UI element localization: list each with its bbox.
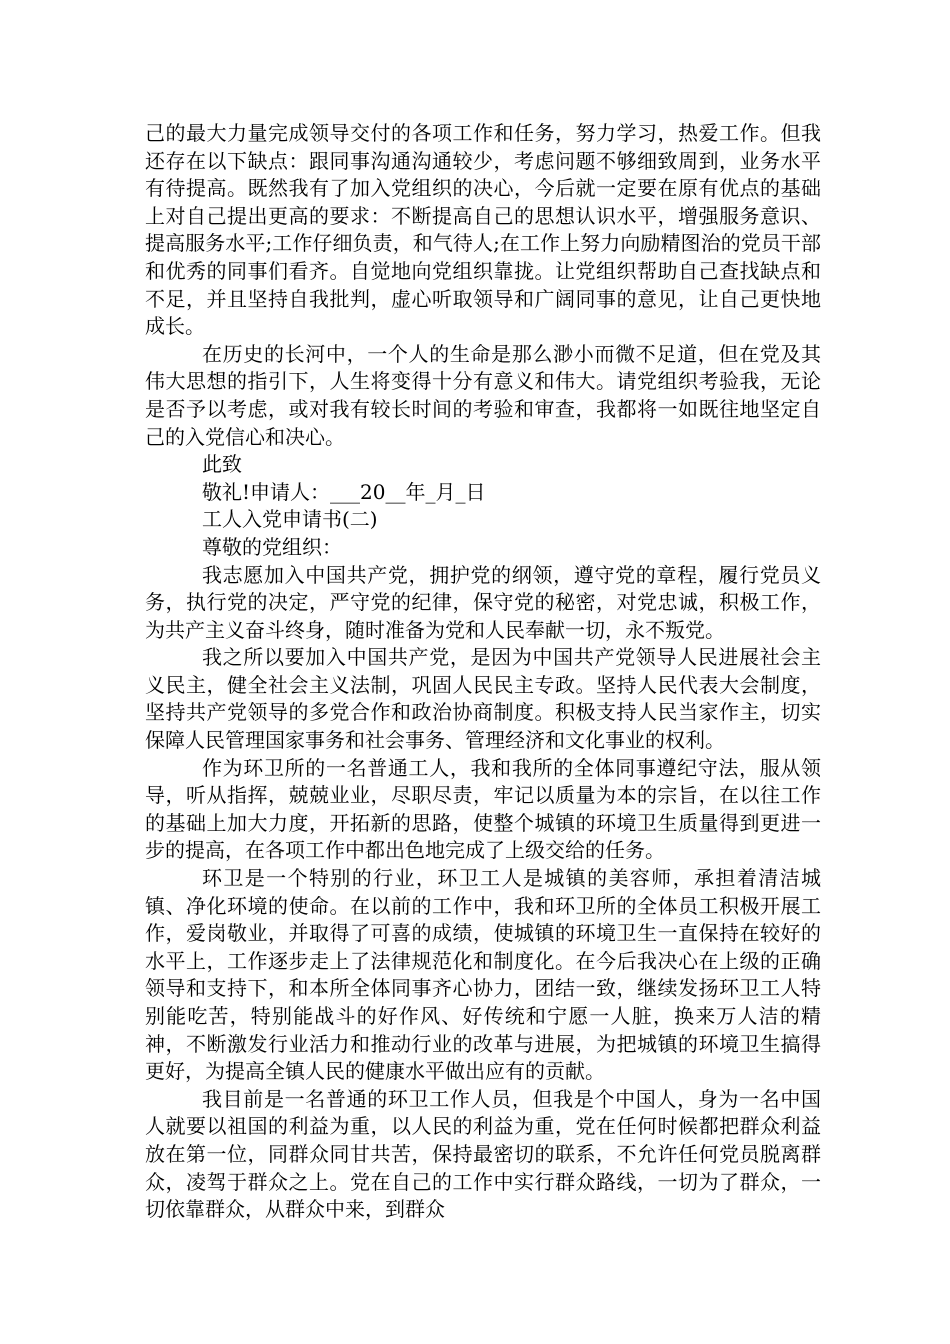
paragraph-work: 作为环卫所的一名普通工人，我和我所的全体同事遵纪守法，服从领导，听从指挥，兢兢业业，尽职尽责，牢记以质量为本的宗旨，在以往工作的基础上加大力度，开拓新的思路，使整个城镇的环境卫生质量得到更进一步的提高，在各项工作中都出色地完成了上级交给的任务。 (145, 755, 821, 863)
paragraph-pledge: 我志愿加入中国共产党，拥护党的纲领，遵守党的章程，履行党员义务，执行党的决定，严守党的纪律，保守党的秘密，对党忠诚，积极工作，为共产主义奋斗终身，随时准备为党和人民奉献一切，永不叛党。 (145, 562, 821, 642)
signature-line: 敬礼!申请人：___20__年_月_日 (202, 479, 486, 504)
paragraph-masses: 我目前是一名普通的环卫工作人员，但我是个中国人，身为一名中国人就要以祖国的利益为重，以人民的利益为重，党在任何时候都把群众利益放在第一位，同群众同甘共苦，保持最密切的联系，不允许任何党员脱离群众，凌驾于群众之上。党在自己的工作中实行群众路线，一切为了群众，一切依靠群众，从群众中来，到群众 (145, 1086, 821, 1222)
document-page (145, 120, 821, 1224)
paragraph-reason: 我之所以要加入中国共产党，是因为中国共产党领导人民进展社会主义民主，健全社会主义法制，巩固人民民主专政。坚持人民代表大会制度，坚持共产党领导的多党合作和政治协商制度。积极支持人民当家作主，切实保障人民管理国家事务和社会事务、管理经济和文化事业的权利。 (145, 645, 821, 753)
paragraph-continued: 己的最大力量完成领导交付的各项工作和任务，努力学习，热爱工作。但我还存在以下缺点：跟同事沟通沟通较少，考虑问题不够细致周到，业务水平有待提高。既然我有了加入党组织的决心，今后就一定要在原有优点的基础上对自己提出更高的要求：不断提高自己的思想认识水平，增强服务意识、提高服务水平;工作仔细负责，和气待人;在工作上努力向励精图治的党员干部和优秀的同事们看齐。自觉地向党组织靠拢。让党组织帮助自己查找缺点和不足，并且坚持自我批判，虚心听取领导和广阔同事的意见，让自己更快地成长。 (145, 121, 821, 339)
closing-salutation: 此致 (202, 452, 242, 477)
paragraph-history: 在历史的长河中，一个人的生命是那么渺小而微不足道，但在党及其伟大思想的指引下，人生将变得十分有意义和伟大。请党组织考验我，无论是否予以考虑，或对我有较长时间的考验和审查，我都将一如既往地坚定自己的入党信心和决心。 (145, 341, 821, 449)
paragraph-sanitation: 环卫是一个特别的行业，环卫工人是城镇的美容师，承担着清洁城镇、净化环境的使命。在以前的工作中，我和环卫所的全体员工积极开展工作，爱岗敬业，并取得了可喜的成绩，使城镇的环境卫生一直保持在较好的水平上，工作逐步走上了法律规范化和制度化。在今后我决心在上级的正确领导和支持下，和本所全体同事齐心协力，团结一致，继续发扬环卫工人特别能吃苦，特别能战斗的好作风、好传统和宁愿一人脏，换来万人洁的精神，不断激发行业活力和推动行业的改革与进展，为把城镇的环境卫生搞得更好，为提高全镇人民的健康水平做出应有的贡献。 (145, 866, 821, 1084)
greeting: 尊敬的党组织： (202, 534, 342, 559)
section-title: 工人入党申请书(二) (202, 507, 378, 532)
